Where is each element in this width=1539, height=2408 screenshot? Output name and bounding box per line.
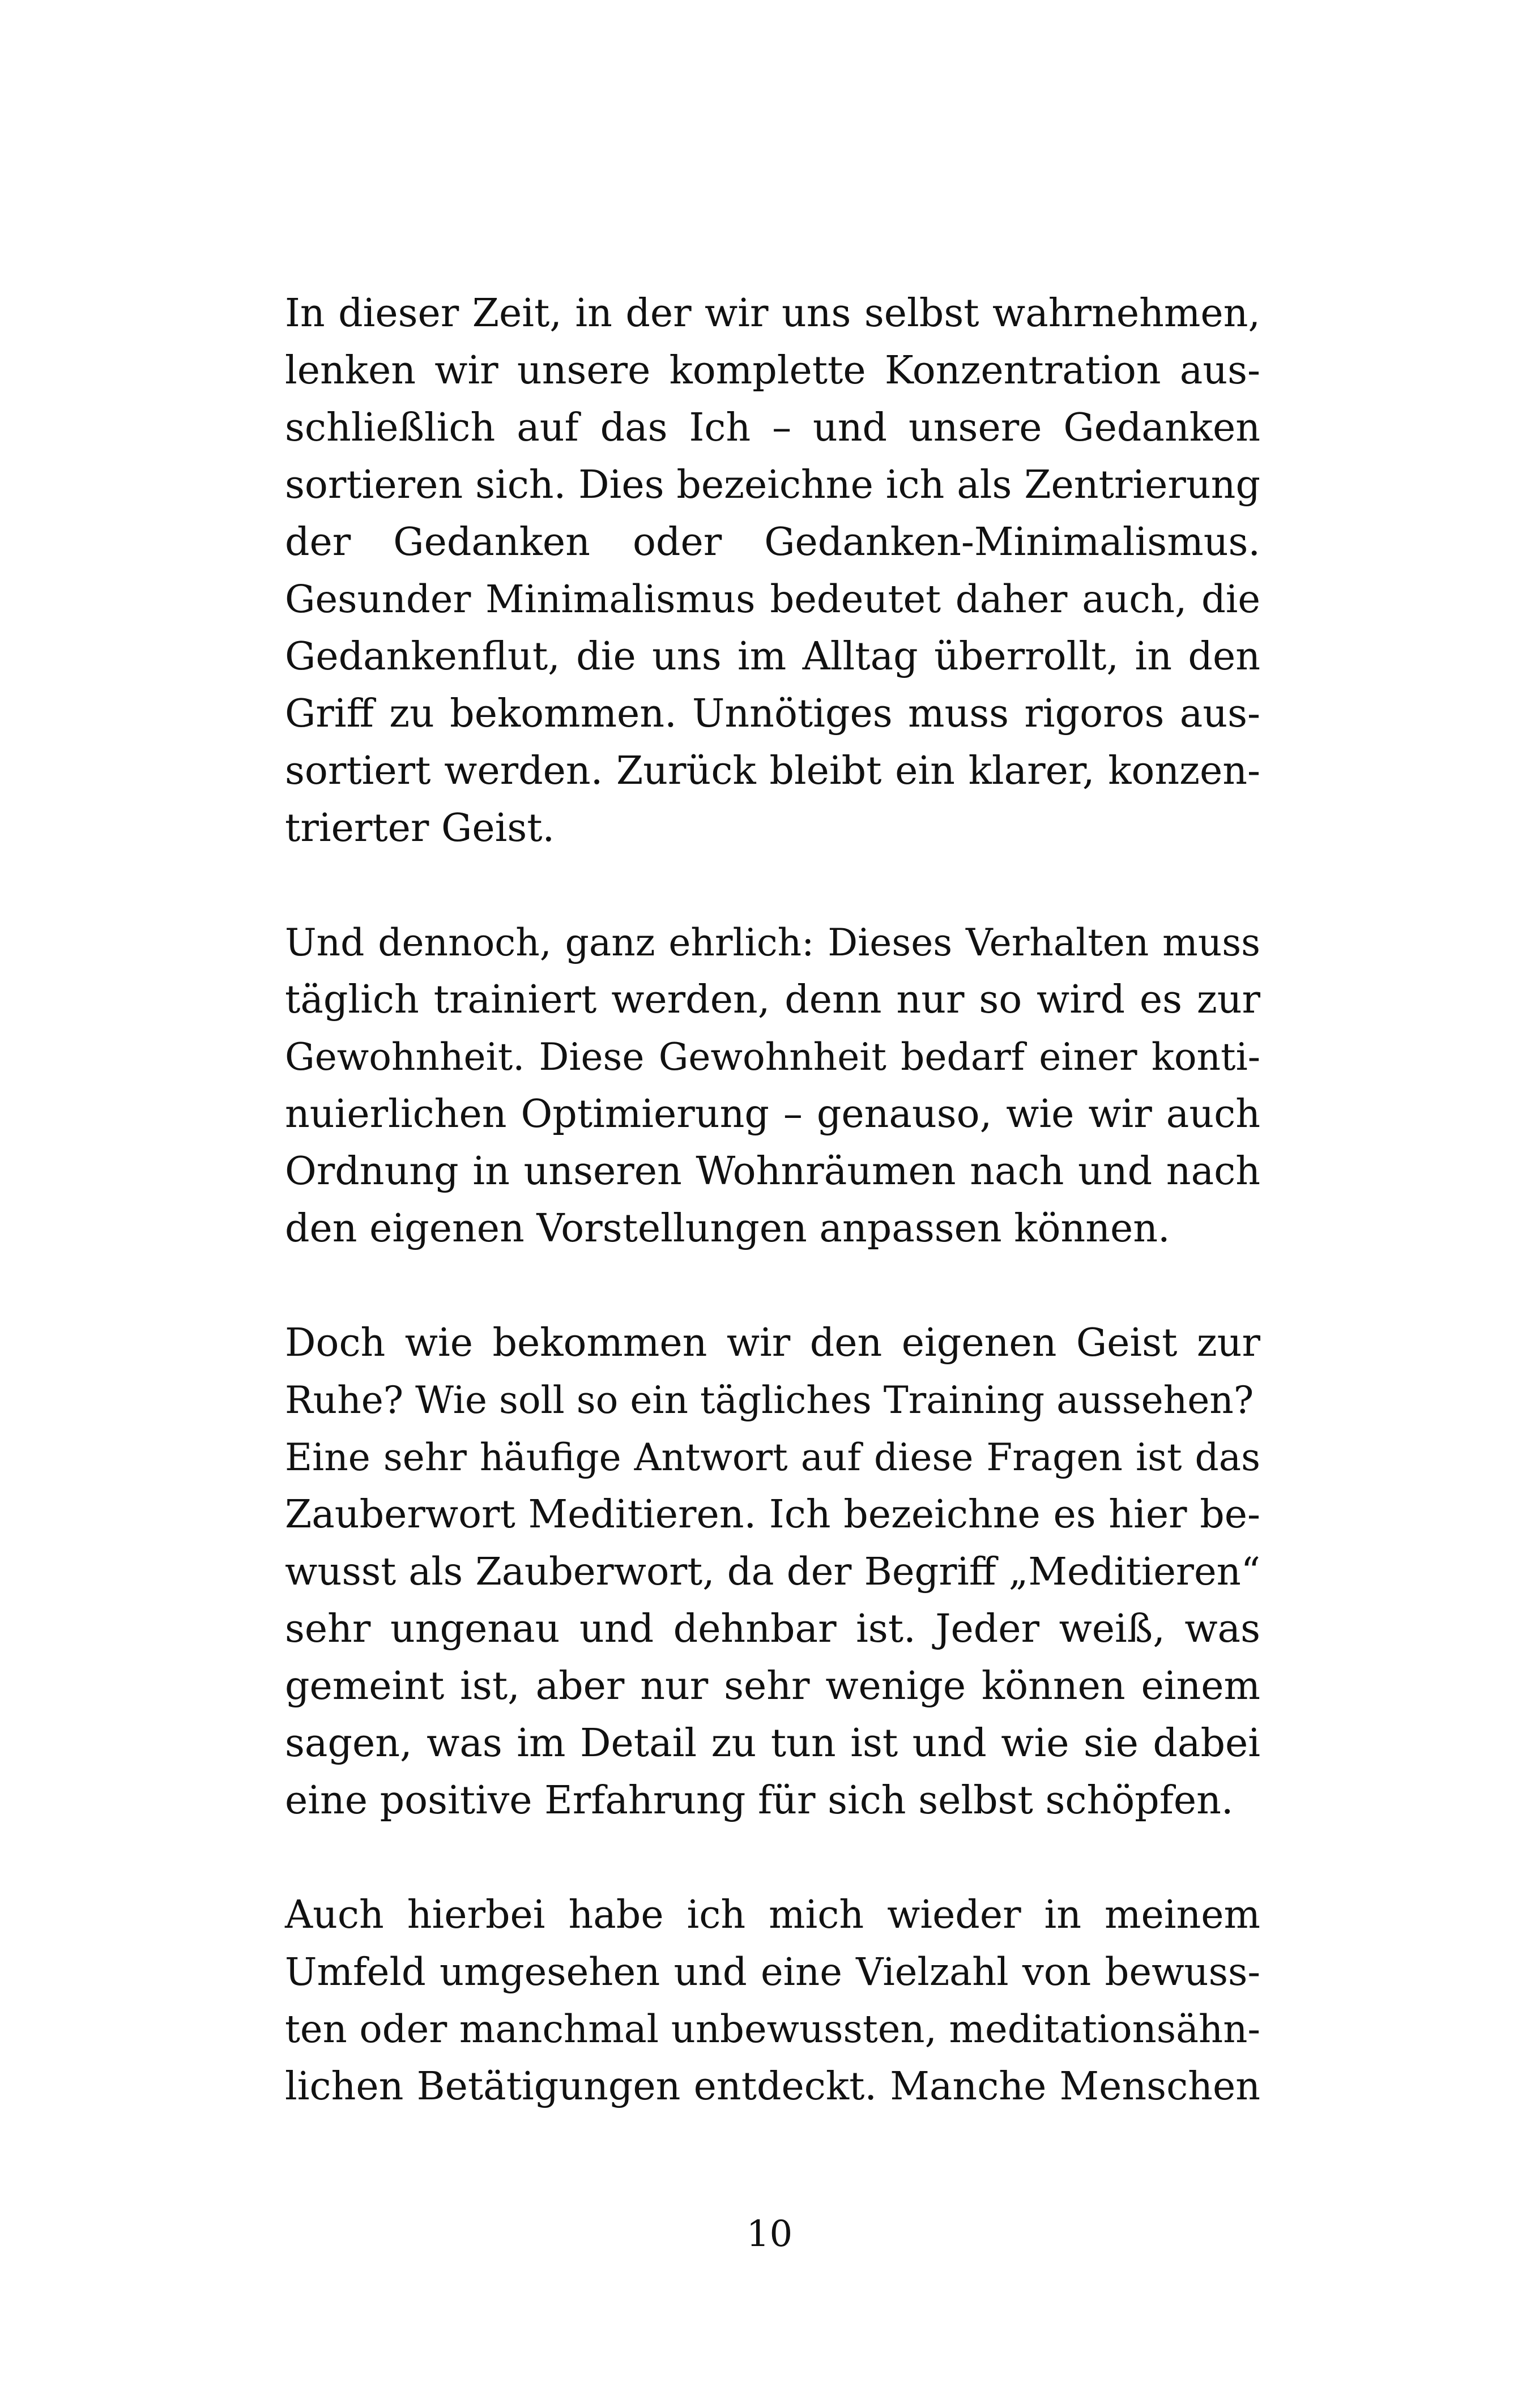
text-line: wusst als Zauberwort, da der Begriff „Meditieren“: [285, 1549, 1260, 1594]
text-line: sagen, was im Detail zu tun ist und wie sie dabei: [285, 1721, 1260, 1766]
paragraph-1: [285, 285, 1260, 857]
text-line: sehr ungenau und dehnbar ist. Jeder weiß, was: [285, 1607, 1260, 1651]
text-line: eine positive Erfahrung für sich selbst schöpfen.: [285, 1778, 1234, 1823]
text-line: täglich trainiert werden, denn nur so wird es zur: [285, 977, 1260, 1022]
text-line: Griff zu bekommen. Unnötiges muss rigoros aus-: [285, 691, 1260, 736]
text-line: Gesunder Minimalismus bedeutet daher auch, die: [285, 577, 1260, 621]
text-line: nuierlichen Optimierung – genauso, wie wir auch: [285, 1092, 1260, 1137]
text-line: Eine sehr häufige Antwort auf diese Fragen ist das: [285, 1436, 1260, 1479]
text-line: sortiert werden. Zurück bleibt ein klarer, konzen-: [285, 749, 1260, 793]
paragraph-2: [285, 914, 1260, 1257]
paragraph-3: [285, 1314, 1260, 1829]
text-line: ten oder manchmal unbewussten, meditationsähn-: [285, 2007, 1260, 2051]
text-line: trierter Geist.: [285, 806, 555, 851]
text-line: sortieren sich. Dies bezeichne ich als Zentrierung: [285, 463, 1260, 507]
text-line: Zauberwort Meditieren. Ich bezeichne es hier be-: [285, 1492, 1260, 1537]
text-line: der Gedanken oder Gedanken-Minimalismus.: [285, 520, 1260, 565]
text-line: Auch hierbei habe ich mich wieder in meinem: [285, 1893, 1260, 1937]
paragraph-4: [285, 1886, 1260, 2115]
text-line: schließlich auf das Ich – und unsere Gedanken: [285, 405, 1260, 450]
text-line: In dieser Zeit, in der wir uns selbst wahrnehmen,: [285, 291, 1260, 336]
text-line: Gedankenflut, die uns im Alltag überrollt, in den: [285, 634, 1260, 679]
text-line: Ruhe? Wie soll so ein tägliches Training aussehen?: [285, 1378, 1254, 1422]
text-line: lenken wir unsere komplette Konzentration aus-: [285, 348, 1260, 393]
text-line: Doch wie bekommen wir den eigenen Geist zur: [285, 1321, 1260, 1365]
text-line: Und dennoch, ganz ehrlich: Dieses Verhalten muss: [285, 921, 1260, 964]
text-line: Ordnung in unseren Wohnräumen nach und nach: [285, 1149, 1260, 1194]
page-number: 10: [746, 2213, 793, 2255]
text-line: den eigenen Vorstellungen anpassen können.: [285, 1206, 1170, 1251]
text-line: gemeint ist, aber nur sehr wenige können einem: [285, 1664, 1260, 1709]
text-line: Gewohnheit. Diese Gewohnheit bedarf einer konti-: [285, 1035, 1260, 1079]
text-line: lichen Betätigungen entdeckt. Manche Menschen: [285, 2064, 1260, 2109]
text-line: Umfeld umgesehen und eine Vielzahl von bewuss-: [285, 1950, 1260, 1994]
